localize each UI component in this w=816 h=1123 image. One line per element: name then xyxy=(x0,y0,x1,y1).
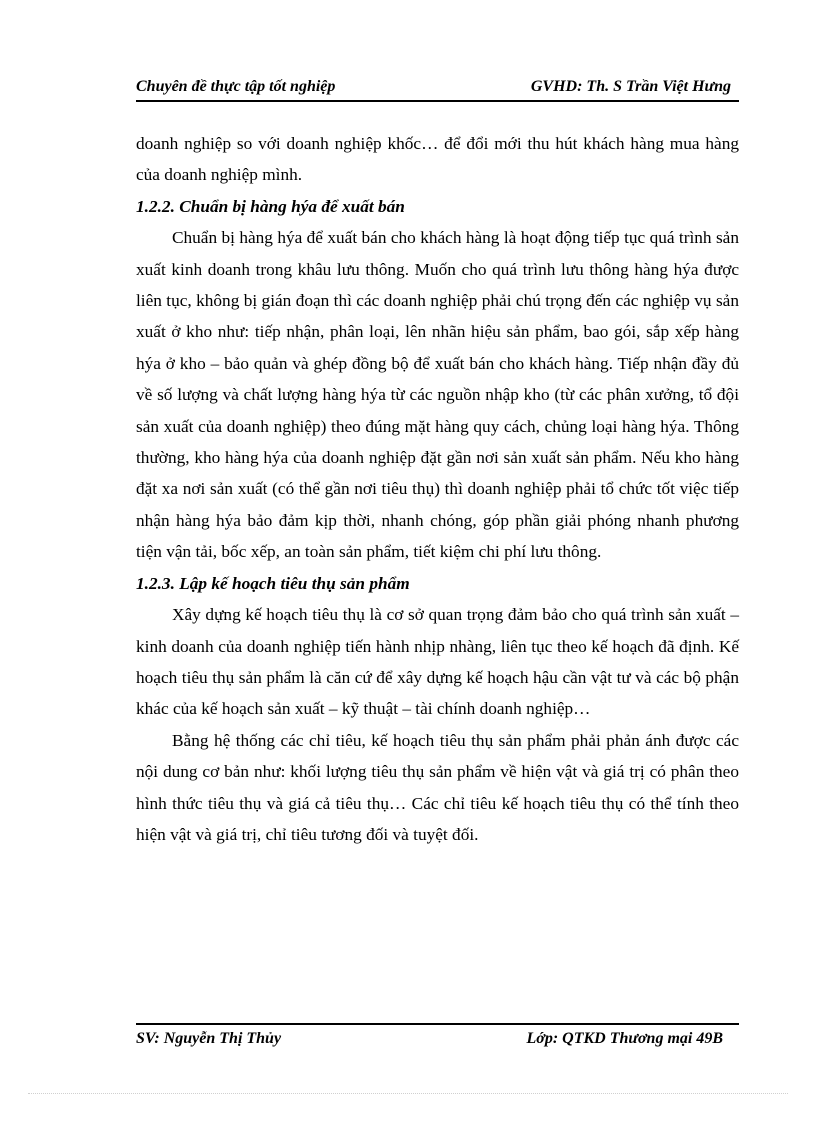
paragraph-sales-plan: Xây dựng kế hoạch tiêu thụ là cơ sở quan trọng đảm bảo cho quá trình sản xuất – kinh doanh của doanh nghiệp tiến hành nhịp nhàng, liên tục theo kế hoạch đã định. Kế hoạch tiêu thụ sản phẩm là căn cứ để xây dựng kế hoạch hậu cần vật tư và các bộ phận khác của kế hoạch sản xuất – kỹ thuật – tài chính doanh nghiệp… xyxy=(136,605,739,719)
header-course-title: Chuyên đề thực tập tốt nghiệp xyxy=(136,78,336,95)
paragraph-indicators: Bằng hệ thống các chỉ tiêu, kế hoạch tiêu thụ sản phẩm phải phản ánh được các nội dung cơ bản như: khối lượng tiêu thụ sản phẩm về hiện vật và giá trị có phân theo hình thức tiêu thụ và giá cả tiêu thụ… Các chỉ tiêu kế hoạch tiêu thụ có thể tính theo hiện vật và giá trị, chỉ tiêu tương đối và tuyệt đối. xyxy=(136,730,739,844)
page-footer xyxy=(136,1023,739,1051)
paragraph-prepare-goods: Chuẩn bị hàng hýa để xuất bán cho khách hàng là hoạt động tiếp tục quá trình sản xuất kinh doanh trong khâu lưu thông. Muốn cho quá trình lưu thông hàng hýa được liên tục, không bị gián đoạn thì các doanh nghiệp phải chú trọng đến các nghiệp vụ sản xuất ở kho như: tiếp nhận, phân loại, lên nhãn hiệu sản phẩm, bao gói, sắp xếp hàng hýa ở kho – bảo quản và ghép đồng bộ để xuất bán cho khách hàng. Tiếp nhận đầy đủ về số lượng và chất lượng hàng hýa từ các nguồn nhập kho (từ các phân xưởng, tổ đội sản xuất của doanh nghiệp) theo đúng mặt hàng quy cách, chủng loại hàng hýa. Thông thường, kho hàng hýa của doanh nghiệp đặt gần nơi sản xuất sản phẩm. Nếu kho hàng đặt xa nơi sản xuất (có thể gần nơi tiêu thụ) thì doanh nghiệp phải tổ chức tốt việc tiếp nhận hàng hýa bảo đảm kịp thời, nhanh chóng, góp phần giải phóng nhanh phương tiện vận tải, bốc xếp, an toàn sản phẩm, tiết kiệm chi phí lưu thông. xyxy=(136,228,739,562)
page-bottom-divider xyxy=(28,1093,788,1094)
section-heading-1-2-3: 1.2.3. Lập kế hoạch tiêu thụ sản phẩm xyxy=(136,573,410,593)
page-header xyxy=(136,76,739,102)
header-supervisor: GVHD: Th. S Trần Việt Hưng xyxy=(530,78,731,95)
footer-class: Lớp: QTKD Thương mại 49B xyxy=(526,1030,723,1047)
paragraph-continuation: doanh nghiệp so với doanh nghiệp khốc… để đổi mới thu hút khách hàng mua hàng của doanh nghiệp mình. xyxy=(136,134,739,185)
section-heading-1-2-2: 1.2.2. Chuẩn bị hàng hýa để xuất bán xyxy=(136,196,405,216)
footer-student-name: SV: Nguyễn Thị Thủy xyxy=(136,1030,282,1047)
document-body xyxy=(136,128,739,850)
